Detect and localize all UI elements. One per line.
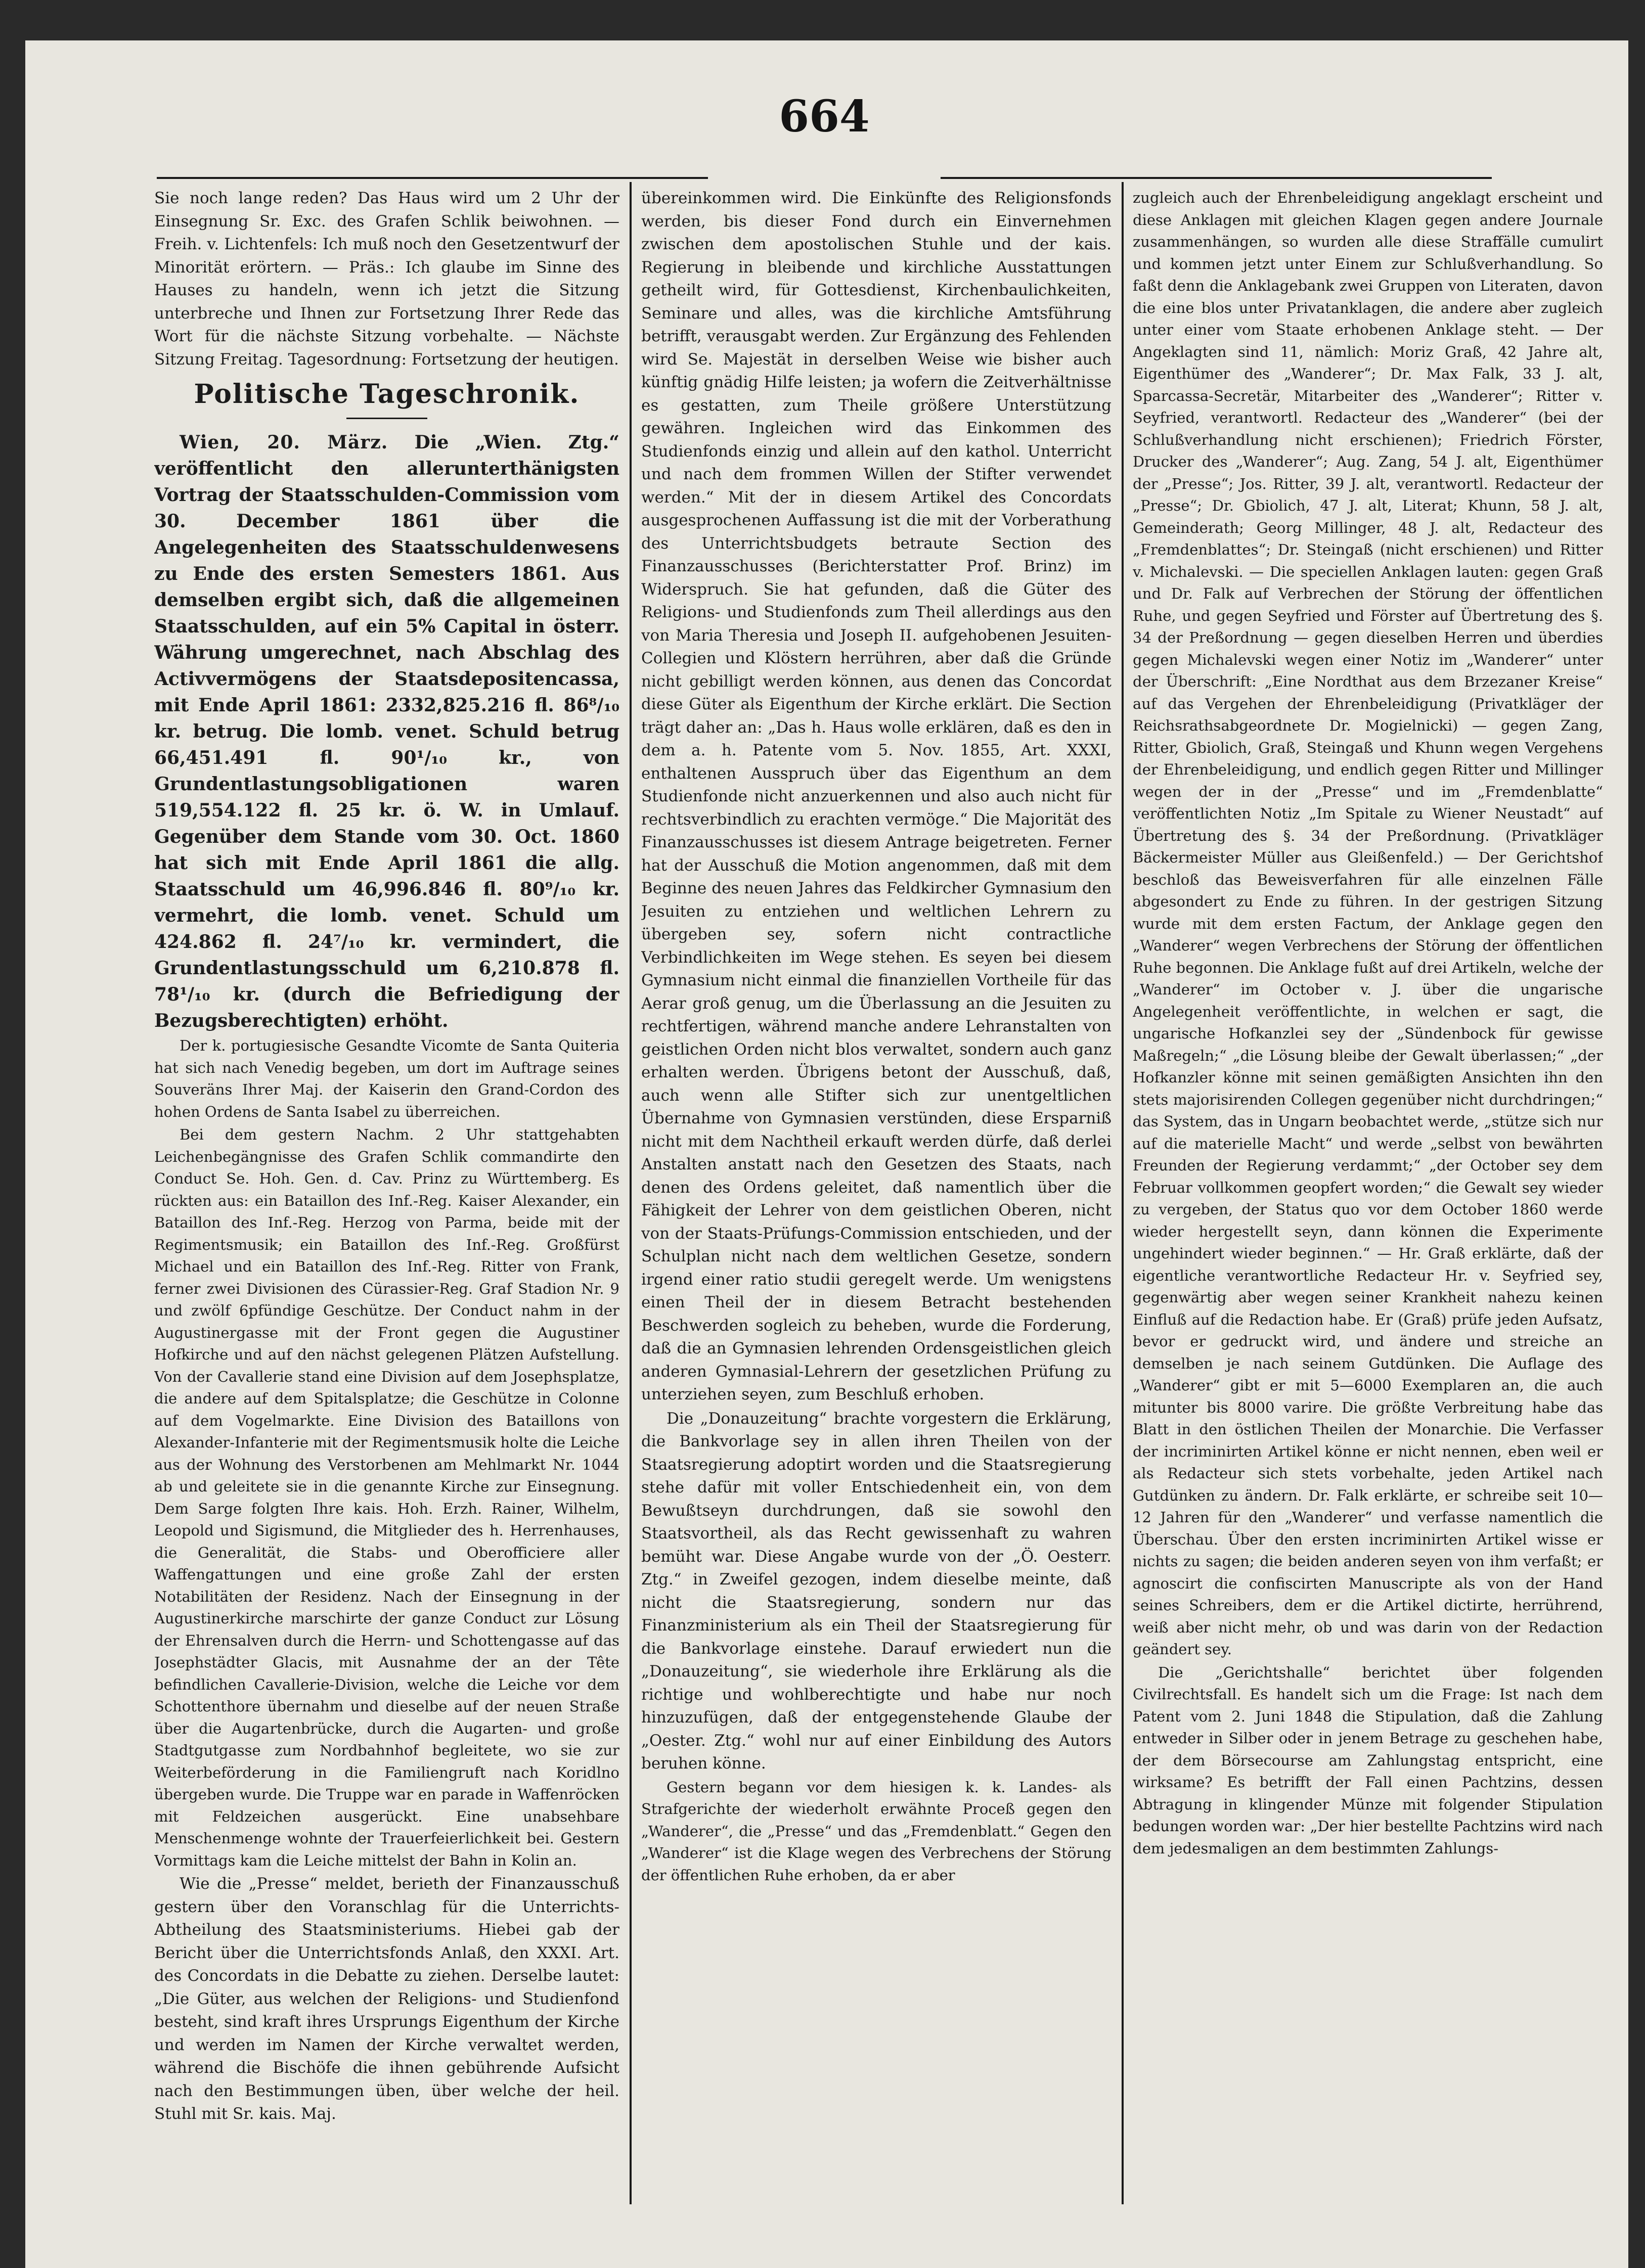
page-number: 664: [779, 91, 870, 142]
column-divider-2: [1122, 182, 1124, 2204]
article-press-trial: Gestern begann vor dem hiesigen k. k. Landes- als Strafgerichte der wiederholt erwähnte Proceß gegen den „Wanderer“, die „Presse“ und das „Fremdenblatt.“ Gegen den „Wanderer“ ist die Klage wegen des Verbrechens der Störung der öffentlichen Ruhe erhoben, da er aber: [641, 1778, 1112, 1884]
lead-article: [154, 429, 619, 1034]
article-press-trial-continued: zugleich auch der Ehrenbeleidigung angeklagt erscheint und diese Anklagen mit gleichen Klagen gegen andere Journale zusammenhängen, so wurden alle diese Straffälle cumulirt und kommen jetzt unter Einem zur Schlußverhandlung. So faßt denn die Anklagebank zwei Gruppen von Literaten, davon die eine blos unter Privatanklagen, die andere aber zugleich unter einer vom Staate erhobenen Anklage steht. — Der Angeklagten sind 11, nämlich: Moriz Graß, 42 Jahre alt, Eigenthümer des „Wanderer“; Dr. Max Falk, 33 J. alt, Sparcassa-Secretär, Mitarbeiter des „Wanderer“; Ritter v. Seyfried, verantwortl. Redacteur des „Wanderer“ (bei der Schlußverhandlung nicht erschienen); Friedrich Förster, Drucker des „Wanderer“; Aug. Zang, 54 J. alt, Eigenthümer der „Presse“; Jos. Ritter, 39 J. alt, verantwortl. Redacteur der „Presse“; Dr. Gbiolich, 47 J. alt, Literat; Khunn, 58 J. alt, Gemeinderath; Georg Millinger, 48 J. alt, Redacteur des „Fremdenblattes“; Dr. Steingaß (nicht erschienen) und Ritter v. Michalevski. — Die speciellen Anklagen lauten: gegen Graß und Dr. Falk auf Verbrechen der Störung der öffentlichen Ruhe, und gegen Seyfried und Förster auf Übertretung des §. 34 der Preßordnung — gegen dieselben Herren und überdies gegen Michalevski wegen einer Notiz im „Wanderer“ unter der Überschrift: „Eine Nordthat aus dem Brzezaner Kreise“ auf das Vergehen der Ehrenbeleidigung (Privatkläger der Reichsrathsabgeordnete Dr. Mogielnicki) — gegen Zang, Ritter, Gbiolich, Graß, Steingaß und Khunn wegen Vergehens der Ehrenbeleidigung, und endlich gegen Ritter und Millinger wegen der in der „Presse“ und im „Fremdenblatte“ veröffentlichten Notiz „Im Spitale zu Wiener Neustadt“ auf Übertretung des §. 34 der Preßordnung. (Privatkläger Bäckermeister Müller aus Gleißenfeld.) — Der Gerichtshof beschloß das Beweisverfahren für alle einzelnen Fälle abgesondert zu Ende zu führen. In der gestrigen Sitzung wurde mit dem ersten Factum, der Anklage gegen den „Wanderer“ wegen Verbrechens der Störung der öffentlichen Ruhe begonnen. Die Anklage fußt auf drei Artikeln, welche der „Wanderer“ im October v. J. über die ungarische Angelegenheit veröffentlichte, in welchen er sagt, die ungarische Hofkanzlei sey der „Sündenbock für gewisse Maßregeln;“ „die Lösung bleibe der Gewalt überlassen;“ „der Hofkanzler könne mit seinen gemäßigten Ansichten ihn den stets majorisirenden Collegen gegenüber nicht durchdringen;“ das System, das in Ungarn beobachtet werde, „stütze sich nur auf die materielle Macht“ und werde „selbst von bewährten Freunden der Regierung verdammt;“ „der October sey dem Februar vollkommen geopfert worden;“ die Gewalt sey wieder zu vergeben, der Status quo vor dem October 1860 werde wieder hergestellt seyn, dann können die Experimente ungehindert wieder beginnen.“ — Hr. Graß erklärte, daß der eigentliche verantwortliche Redacteur Hr. v. Seyfried sey, gegenwärtig aber wegen seiner Krankheit nahezu keinen Einfluß auf die Redaction habe. Er (Graß) prüfe jeden Aufsatz, bevor er gedruckt wird, und ändere und streiche an demselben je nach seinem Gutdünken. Die Auflage des „Wanderer“ gibt er mit 5—6000 Exemplaren an, die auch mitunter bis 8000 varire. Die größte Verbreitung habe das Blatt in den östlichen Theilen der Monarchie. Die Verfasser der incriminirten Artikel könne er nicht nennen, eben weil er als Redacteur sich stets vorbehalte, jeden Artikel nach Gutdünken zu ändern. Dr. Falk erklärte, er schreibe seit 10—12 Jahren für den „Wanderer“ und verfasse namentlich die Überschau. Über den ersten incriminirten Artikel wisse er nichts zu sagen; die beiden anderen seyen von ihm verfaßt; er agnoscirt die confiscirten Manuscripte als von der Hand seines Schreibers, dem er die Artikel dictirte, herrührend, weiß aber nicht mehr, ob und was darin von der Redaction geändert sey.: [1133, 189, 1603, 1658]
article-donauzeitung: Die „Donauzeitung“ brachte vorgestern die Erklärung, die Bankvorlage sey in allen ihren Theilen von der Staatsregierung adoptirt worden und die Staatsregierung stehe dafür mit voller Entschiedenheit ein, von dem Bewußtseyn durchdrungen, daß sie sowohl den Staatsvortheil, als das Recht gewissenhaft zu wahren bemüht war. Diese Angabe wurde von der „Ö. Oesterr. Ztg.“ in Zweifel gezogen, indem dieselbe meinte, daß nicht die Staatsregierung, sondern nur das Finanzministerium als ein Theil der Staatsregierung für die Bankvorlage einstehe. Darauf erwiedert nun die „Donauzeitung“, sie wiederhole ihre Erklärung als die richtige und wohlberechtigte und habe nur noch hinzuzufügen, daß der entgegenstehende Glaube der „Oester. Ztg.“ wohl nur auf einer Einbildung des Autors beruhen könne.: [641, 1409, 1112, 1773]
article-portuguese-envoy: Der k. portugiesische Gesandte Vicomte de Santa Quiteria hat sich nach Venedig begeben, um dort im Auftrage seines Souveräns Ihrer Maj. der Kaiserin den Grand-Cordon des hohen Ordens de Santa Isabel zu überreichen.: [154, 1037, 619, 1120]
column-divider-1: [630, 182, 632, 2204]
parliament-report-ending: Sie noch lange reden? Das Haus wird um 2 Uhr der Einsegnung Sr. Exc. des Grafen Schlik beiwohnen. — Freih. v. Lichtenfels: Ich muß noch den Gesetzentwurf der Minorität erörtern. — Präs.: Ich glaube im Sinne des Hauses zu handeln, wenn ich jetzt die Sitzung unterbreche und Ihnen zur Fortsetzung Ihrer Rede das Wort für die nächste Sitzung vorbehalte. — Nächste Sitzung Freitag. Tagesordnung: Fortsetzung der heutigen.: [154, 189, 619, 369]
column-3: [1133, 187, 1603, 2209]
header-rule-right: [941, 177, 1492, 179]
section-heading: Politische Tageschronik.: [194, 379, 580, 410]
dateline: Wien, 20. März.: [180, 432, 388, 453]
heading-rule: [346, 418, 427, 419]
lead-article-text: Die „Wien. Ztg.“ veröffentlicht den allerunterthänigsten Vortrag der Staatsschulden-Commission vom 30. December 1861 über die Angelegenheiten des Staatsschuldenwesens zu Ende des ersten Semesters 1861. Aus demselben ergibt sich, daß die allgemeinen Staatsschulden, auf ein 5% Capital in österr. Währung umgerechnet, nach Abschlag des Activvermögens der Staatsdepositencassa, mit Ende April 1861: 2332,825.216 fl. 86⁸/₁₀ kr. betrug. Die lomb. venet. Schuld betrug 66,451.491 fl. 90¹/₁₀ kr., von Grundentlastungsobligationen waren 519,554.122 fl. 25 kr. ö. W. in Umlauf. Gegenüber dem Stande vom 30. Oct. 1860 hat sich mit Ende April 1861 die allg. Staatsschuld um 46,996.846 fl. 80⁹/₁₀ kr. vermehrt, die lomb. venet. Schuld um 424.862 fl. 24⁷/₁₀ kr. vermindert, die Grundentlastungsschuld um 6,210.878 fl. 78¹/₁₀ kr. (durch die Befriedigung der Bezugsberechtigten) erhöht.: [154, 432, 619, 1031]
column-2: [641, 187, 1112, 2209]
article-concordat-continued: übereinkommen wird. Die Einkünfte des Religionsfonds werden, bis dieser Fond durch ein Einvernehmen zwischen dem apostolischen Stuhle und der kais. Regierung in bleibende und kirchliche Ausstattungen getheilt wird, für Gottesdienst, Kirchenbaulichkeiten, Seminare und alles, was die kirchliche Amtsführung betrifft, verausgabt werden. Zur Ergänzung des Fehlenden wird Se. Majestät in derselben Weise wie bisher auch künftig gnädig Hilfe leisten; ja wofern die Zeitverhältnisse es gestatten, zum Theile größere Unterstützung gewähren. Ingleichen wird das Einkommen des Studienfonds einzig und allein auf den kathol. Unterricht und nach dem frommen Willen der Stifter verwendet werden.“ Mit der in diesem Artikel des Concordats ausgesprochenen Auffassung ist die mit der Vorberathung des Unterrichtsbudgets betraute Section des Finanzausschusses (Berichterstatter Prof. Brinz) im Widerspruch. Sie hat gefunden, daß die Güter des Religions- und Studienfonds zum Theil allerdings aus den von Maria Theresia und Joseph II. aufgehobenen Jesuiten-Collegien und Klöstern herrühren, aber daß die Gründe nicht gebilligt werden können, aus denen das Concordat diese Güter als Eigenthum der Kirche erklärt. Die Section trägt daher an: „Das h. Haus wolle erklären, daß es den in dem a. h. Patente vom 5. Nov. 1855, Art. XXXI, enthaltenen Ausspruch über das Eigenthum an dem Studienfonde nicht anzuerkennen und also auch nicht für rechtsverbindlich zu erachten vermöge.“ Die Majorität des Finanzausschusses ist diesem Antrage beigetreten. Ferner hat der Ausschuß die Motion angenommen, daß mit dem Beginne des neuen Jahres das Feldkircher Gymnasium den Jesuiten zu entziehen und weltlichen Lehrern zu übergeben sey, sofern nicht contractliche Verbindlichkeiten im Wege stehen. Es seyen bei diesem Gymnasium nicht einmal die finanziellen Vortheile für das Aerar groß genug, um die Überlassung an die Jesuiten zu rechtfertigen, während manche andere Lehranstalten von geistlichen Orden nicht blos verwaltet, sondern auch ganz erhalten werden. Übrigens betont der Ausschuß, daß, auch wenn alle Stifter sich zur unentgeltlichen Übernahme von Gymnasien verstünden, diese Ersparniß nicht mit dem Nachtheil erkauft werden dürfe, daß derlei Anstalten anstatt nach den Gesetzen des Staats, nach denen des Ordens geleitet, daß namentlich über die Fähigkeit der Lehrer von dem geistlichen Oberen, nicht von der Staats-Prüfungs-Commission entschieden, und der Schulplan nicht nach dem weltlichen Gesetze, sondern irgend einer ratio studii geregelt werde. Um wenigstens einen Theil der in diesem Betracht bestehenden Beschwerden sogleich zu beheben, wurde die Forderung, daß die an Gymnasien lehrenden Ordensgeistlichen gleich anderen Gymnasial-Lehrern der gesetzlichen Prüfung zu unterziehen seyen, zum Beschluß erhoben.: [641, 189, 1112, 1403]
column-1: [154, 187, 619, 2209]
article-finance-committee: Wie die „Presse“ meldet, berieth der Finanzausschuß gestern über den Voranschlag für die Unterrichts-Abtheilung des Staatsministeriums. Hiebei gab der Bericht über die Unterrichtsfonds Anlaß, den XXXI. Art. des Concordats in die Debatte zu ziehen. Derselbe lautet: „Die Güter, aus welchen der Religions- und Studienfond besteht, sind kraft ihres Ursprungs Eigenthum der Kirche und werden im Namen der Kirche verwaltet werden, während die Bischöfe die ihnen gebührende Aufsicht nach den Bestimmungen üben, über welche der heil. Stuhl mit Sr. kais. Maj.: [154, 1875, 619, 2123]
article-civil-case: Die „Gerichtshalle“ berichtet über folgenden Civilrechtsfall. Es handelt sich um die Frage: Ist nach dem Patent vom 2. Juni 1848 die Stipulation, daß die Zahlung entweder in Silber oder in jenem Betrage zu geschehen habe, der dem Börsecourse am Zahlungstag entspricht, eine wirksame? Es betrifft der Fall einen Pachtzins, dessen Abtragung in klingender Münze mit folgender Stipulation bedungen worden war: „Der hier bestellte Pachtzins wird nach dem jedesmaligen an dem bestimmten Zahlungs-: [1133, 1663, 1603, 1857]
article-funeral: Bei dem gestern Nachm. 2 Uhr stattgehabten Leichenbegängnisse des Grafen Schlik commandirte den Conduct Se. Hoh. Gen. d. Cav. Prinz zu Württemberg. Es rückten aus: ein Bataillon des Inf.-Reg. Kaiser Alexander, ein Bataillon des Inf.-Reg. Herzog von Parma, beide mit der Regimentsmusik; ein Bataillon des Inf.-Reg. Großfürst Michael und ein Bataillon des Inf.-Reg. Ritter von Frank, ferner zwei Divisionen des Cürassier-Reg. Graf Stadion Nr. 9 und zwölf 6pfündige Geschütze. Der Conduct nahm in der Augustinergasse mit der Front gegen die Augustiner Hofkirche und auf den nächst gelegenen Plätzen Aufstellung. Von der Cavallerie stand eine Division auf dem Josephsplatze, die andere auf dem Spitalsplatze; die Geschütze in Colonne auf dem Vogelmarkte. Eine Division des Bataillons von Alexander-Infanterie mit der Regimentsmusik holte die Leiche aus der Wohnung des Verstorbenen am Mehlmarkt Nr. 1044 ab und geleitete sie in die genannte Kirche zur Einsegnung. Dem Sarge folgten Ihre kais. Hoh. Erzh. Rainer, Wilhelm, Leopold und Sigismund, die Mitglieder des h. Herrenhauses, die Generalität, die Stabs- und Oberofficiere aller Waffengattungen und eine große Zahl der ersten Notabilitäten der Residenz. Nach der Einsegnung in der Augustinerkirche marschirte der ganze Conduct zur Lösung der Ehrensalven durch die Herrn- und Schottengasse auf das Josephstädter Glacis, mit Ausnahme der an der Tête befindlichen Cavallerie-Division, welche die Leiche vor dem Schottenthore übernahm und dieselbe auf der neuen Straße über die Augartenbrücke, durch die Augarten- und große Stadtgutgasse zum Nordbahnhof begleitete, wo sie zur Weiterbeförderung in die Familiengruft nach Koridlno übergeben wurde. Die Truppe war en parade in Waffenröcken mit Feldzeichen ausgerückt. Eine unabsehbare Menschenmenge wohnte der Trauerfeierlichkeit bei. Gestern Vormittags kam die Leiche mittelst der Bahn in Kolin an.: [154, 1126, 619, 1869]
header-rule-left: [157, 177, 708, 179]
